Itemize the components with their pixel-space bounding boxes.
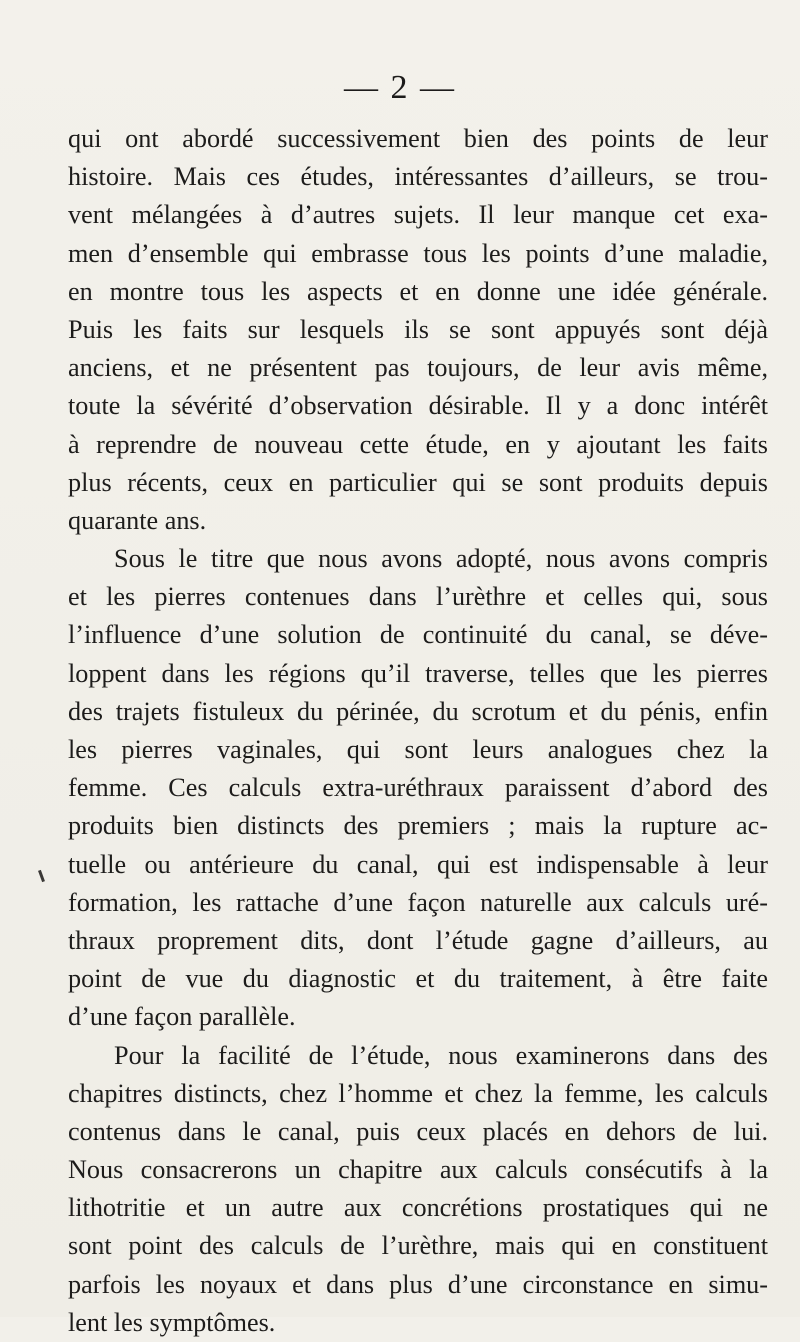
text-line: men d’ensemble qui embrasse tous les points d’une maladie, [68, 238, 768, 268]
text-line: lithotritie et un autre aux concrétions prostatiques qui ne [68, 1193, 768, 1223]
text-line: parfois les noyaux et dans plus d’une circonstance en simu- [68, 1269, 768, 1299]
text-line: anciens, et ne présentent pas toujours, de leur avis même, [68, 353, 768, 383]
text-line: chapitres distincts, chez l’homme et chez la femme, les calculs [68, 1078, 768, 1108]
text-line: des trajets fistuleux du périnée, du scrotum et du pénis, enfin [68, 696, 768, 726]
body-text [68, 120, 768, 1342]
text-line: Nous consacrerons un chapitre aux calculs consécutifs à la [68, 1155, 768, 1185]
text-line: plus récents, ceux en particulier qui se sont produits depuis [68, 467, 768, 497]
text-line: l’influence d’une solution de continuité du canal, se déve- [68, 620, 768, 650]
text-line: vent mélangées à d’autres sujets. Il leur manque cet exa- [68, 200, 768, 230]
text-line: Sous le titre que nous avons adopté, nous avons compris [114, 544, 768, 574]
text-line: histoire. Mais ces études, intéressantes d’ailleurs, se trou- [68, 162, 768, 192]
text-line: et les pierres contenues dans l’urèthre et celles qui, sous [68, 582, 768, 612]
text-line: qui ont abordé successivement bien des points de leur [68, 124, 768, 153]
text-line: sont point des calculs de l’urèthre, mais qui en constituent [68, 1231, 768, 1261]
text-line: les pierres vaginales, qui sont leurs analogues chez la [68, 735, 768, 764]
text-line: quarante ans. [68, 505, 207, 535]
text-line: formation, les rattache d’une façon naturelle aux calculs uré- [68, 887, 768, 917]
text-line: thraux proprement dits, dont l’étude gagne d’ailleurs, au [68, 925, 768, 955]
text-line: produits bien distincts des premiers ; mais la rupture ac- [68, 811, 768, 841]
text-line: Pour la facilité de l’étude, nous examinerons dans des [114, 1040, 768, 1070]
text-line: tuelle ou antérieure du canal, qui est indispensable à leur [68, 849, 768, 879]
margin-mark [38, 870, 45, 882]
page-number: — 2 — [344, 69, 456, 106]
text-line: point de vue du diagnostic et du traitement, à être faite [68, 964, 768, 994]
text-line: en montre tous les aspects et en donne une idée générale. [68, 276, 768, 306]
text-line: contenus dans le canal, puis ceux placés en dehors de lui. [68, 1116, 768, 1146]
text-line: Puis les faits sur lesquels ils se sont appuyés sont déjà [68, 314, 768, 344]
text-line: loppent dans les régions qu’il traverse, telles que les pierres [68, 658, 768, 688]
text-line: toute la sévérité d’observation désirable. Il y a donc intérêt [68, 391, 768, 421]
text-line: à reprendre de nouveau cette étude, en y ajoutant les faits [68, 429, 768, 459]
text-line: femme. Ces calculs extra-uréthraux paraissent d’abord des [68, 773, 768, 803]
text-line: lent les symptômes. [68, 1307, 276, 1337]
text-line: d’une façon parallèle. [68, 1002, 296, 1032]
